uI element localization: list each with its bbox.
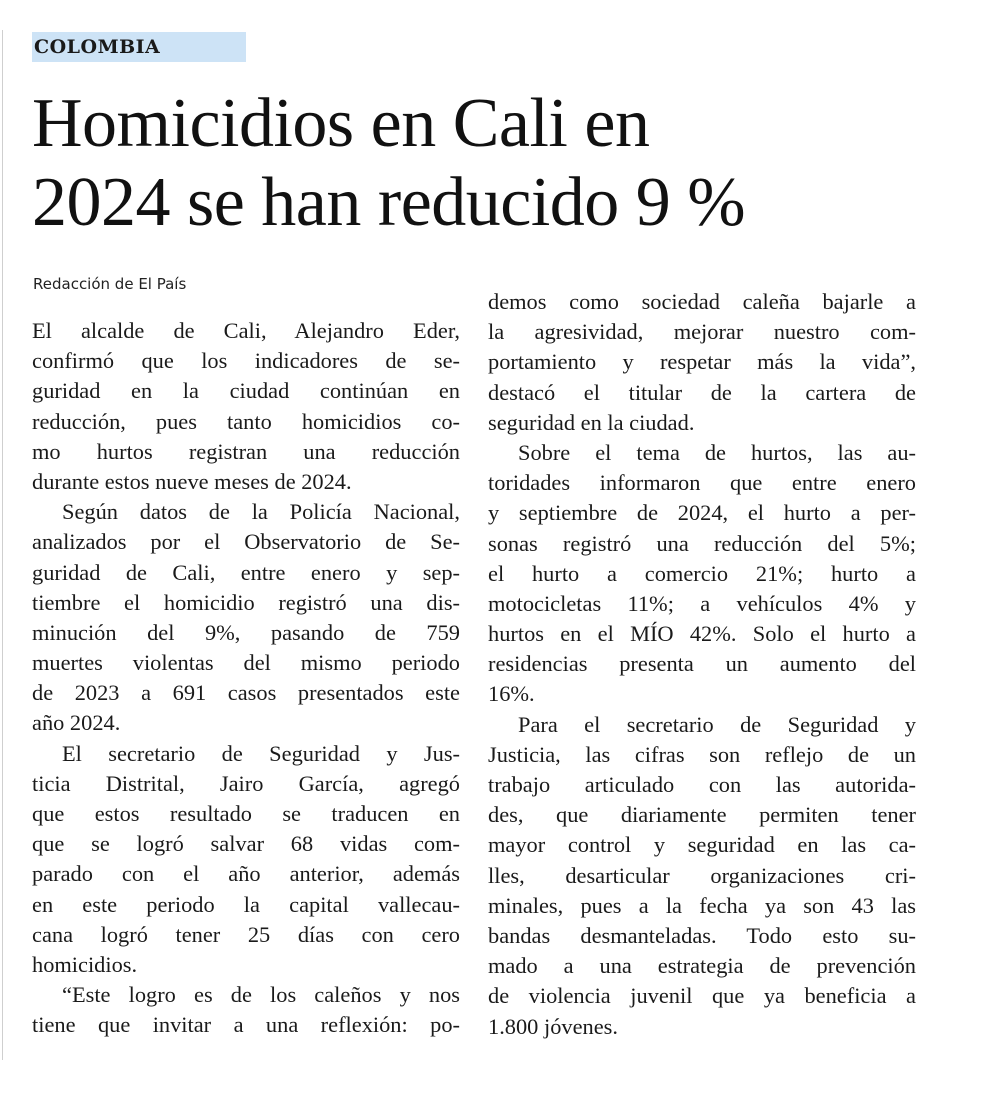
byline: Redacción de El País xyxy=(33,275,187,293)
article-text-line: mo hurtos registran una reducción xyxy=(32,438,460,464)
article-text-line: Para el secretario de Seguridad y xyxy=(518,711,916,737)
article-text-line: cana logró tener 25 días con cero xyxy=(32,921,460,947)
headline-line: 2024 se han reducido 9 % xyxy=(32,164,746,241)
article-text-line: muertes violentas del mismo periodo xyxy=(32,650,460,676)
article-text-line: “Este logro es de los caleños y nos xyxy=(62,982,460,1008)
article-text-line: en este periodo la capital vallecau- xyxy=(32,891,460,917)
column-rule xyxy=(2,30,3,1060)
article-column-left xyxy=(32,316,460,1041)
article-text-line: El alcalde de Cali, Alejandro Eder, xyxy=(32,318,460,343)
article-text-line: que se logró salvar 68 vidas com- xyxy=(32,831,460,857)
article-text-line: guridad en la ciudad continúan en xyxy=(32,378,460,404)
article-text-line: tiene que invitar a una reflexión: po- xyxy=(32,1012,460,1038)
article-text-line: analizados por el Observatorio de Se- xyxy=(32,529,460,555)
article-text-line: motocicletas 11%; a vehículos 4% y xyxy=(488,590,916,616)
article-text-line: homicidios. xyxy=(32,951,138,977)
article-text-line: Sobre el tema de hurtos, las au- xyxy=(518,439,916,465)
article-text-line: 16%. xyxy=(488,681,535,707)
article-text-line: parado con el año anterior, además xyxy=(32,861,460,887)
article-text-line: sonas registró una reducción del 5%; xyxy=(488,530,916,556)
article-text-line: mado a una estrategia de prevención xyxy=(488,953,916,979)
article-text-line: durante estos nueve meses de 2024. xyxy=(32,468,352,494)
article-text-line: año 2024. xyxy=(32,710,121,736)
article-text-line: hurtos en el MÍO 42%. Solo el hurto a xyxy=(488,621,916,647)
article-text-line: tiembre el homicidio registró una dis- xyxy=(32,589,460,615)
article-text-line: destacó el titular de la cartera de xyxy=(488,379,916,405)
article-text-line: Justicia, las cifras son reflejo de un xyxy=(488,741,916,767)
article-text-line: lles, desarticular organizaciones cri- xyxy=(488,862,916,888)
article-text-line: bandas desmanteladas. Todo esto su- xyxy=(488,922,916,948)
article-text-line: des, que diariamente permiten tener xyxy=(488,802,916,828)
article-text-line: y septiembre de 2024, el hurto a per- xyxy=(488,500,916,526)
article-text-line: trabajo articulado con las autorida- xyxy=(488,772,916,797)
article-text-line: demos como sociedad caleña bajarle a xyxy=(488,289,916,314)
article-text-line: minución del 9%, pasando de 759 xyxy=(32,619,460,645)
article-text-line: de 2023 a 691 casos presentados este xyxy=(32,680,460,706)
article-text-line: guridad de Cali, entre enero y sep- xyxy=(32,559,460,585)
article-text-line: toridades informaron que entre enero xyxy=(488,470,916,496)
article-text-line: reducción, pues tanto homicidios co- xyxy=(32,408,460,434)
section-tag: COLOMBIA xyxy=(32,32,246,62)
article-text-line: El secretario de Seguridad y Jus- xyxy=(62,740,460,766)
article-text-line: ticia Distrital, Jairo García, agregó xyxy=(32,770,460,796)
article-text-line: seguridad en la ciudad. xyxy=(488,409,695,435)
article-text-line: portamiento y respetar más la vida”, xyxy=(488,349,916,375)
article-text-line: la agresividad, mejorar nuestro com- xyxy=(488,319,916,345)
article-text-line: mayor control y seguridad en las ca- xyxy=(488,832,916,858)
article-text-line: que estos resultado se traducen en xyxy=(32,801,460,826)
headline xyxy=(32,84,932,242)
article-text-line: residencias presenta un aumento del xyxy=(488,651,916,677)
headline-line: Homicidios en Cali en xyxy=(32,85,650,162)
article-text-line: Según datos de la Policía Nacional, xyxy=(62,499,460,525)
article-text-line: confirmó que los indicadores de se- xyxy=(32,348,460,374)
article-text-line: de violencia juvenil que ya beneficia a xyxy=(488,983,916,1009)
article-text-line: 1.800 jóvenes. xyxy=(488,1013,618,1039)
article-column-right xyxy=(488,287,916,1042)
article-text-line: el hurto a comercio 21%; hurto a xyxy=(488,560,916,586)
article-text-line: minales, pues a la fecha ya son 43 las xyxy=(488,892,916,918)
